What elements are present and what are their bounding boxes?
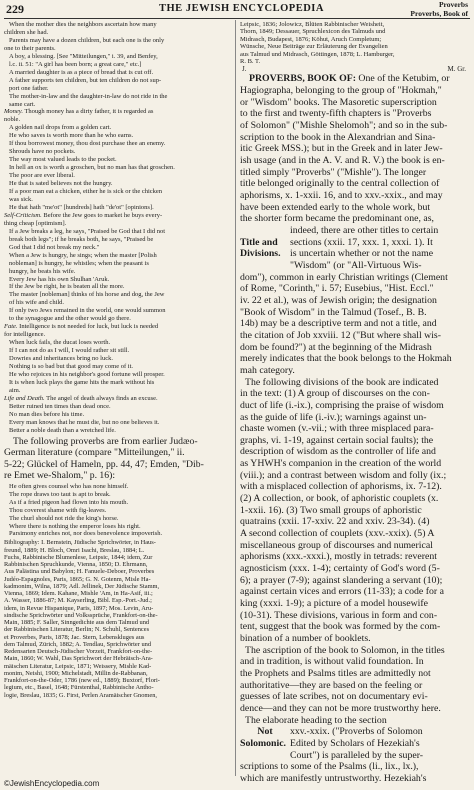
text-line: "Book of Wisdom" in the Talmud (Tosef., B. B. bbox=[240, 306, 427, 318]
section-title bbox=[410, 1, 468, 18]
text-line: Hagiographa, belonging to the group of "Hokmah," bbox=[240, 85, 442, 97]
text-line: dom be found?") at the beginning of the Midrash bbox=[240, 341, 432, 353]
text-line: for intelligence. bbox=[4, 331, 46, 339]
text-line: The mother-in-law and the daughter-in-law do not ride in the bbox=[9, 92, 168, 100]
text-line: as YHWH's companion in the creation of the world bbox=[240, 458, 442, 470]
article-heading bbox=[240, 73, 470, 85]
text-line: dem Talmud, Zürich, 1882; A. Tendlau, Sprichwörter und bbox=[4, 640, 152, 648]
text-line: mäischen Literatur, Leipsic, 1871; Weissery, Mishle Kad- bbox=[4, 662, 152, 670]
text-line: kadmonim, Wilna, 1879; Adl. Jellinek, Der Jüdische Stamm, bbox=[4, 582, 160, 590]
text-line: and in tradition, is without valid foundation. In bbox=[240, 656, 424, 668]
text-line: If thou borrowest money, thou dost purchase thee an enemy. bbox=[9, 140, 166, 148]
text-line: bination of a number of booklets. bbox=[240, 632, 371, 644]
text-line: of his wife and child. bbox=[9, 299, 65, 307]
text-line: as the guide of life (i.-iv.); warnings against un- bbox=[240, 411, 427, 423]
text-line: 1-xxii. 16). (3) Two small groups of aphoristic bbox=[240, 504, 422, 516]
text-line: He that is sated believes not the hungry. bbox=[9, 180, 113, 188]
article-lead: One of the Ketubim, or bbox=[355, 73, 450, 85]
text-line: The poor are ever liberal. bbox=[9, 172, 75, 180]
text-line: Edited by Scholars of Hezekiah's bbox=[290, 737, 420, 749]
text-line: Self-Criticism. Before the Jew goes to market he buys every- bbox=[4, 211, 163, 219]
text-line: 14b) may be a descriptive term and not a title, and bbox=[240, 318, 437, 330]
text-line: German literature (compare "Mitteilungen," ii. bbox=[4, 447, 185, 459]
text-line: authoritative—they are based on the feeling or bbox=[240, 679, 423, 691]
text-line: of Solomon" ("Mishle Shelomoh"; and so in the sub- bbox=[240, 120, 448, 132]
text-line: break both legs"; if he breaks both, he says, "Praised be bbox=[9, 235, 154, 243]
text-line: tent, suggest that the book was formed by the com- bbox=[240, 621, 441, 633]
text-line: was sick. bbox=[9, 195, 33, 203]
text-line: thing cheap [optimism]. bbox=[4, 219, 67, 227]
text-line: Aus Palästina und Babylon; H. Fanuele-Deboer, Proverbes bbox=[4, 568, 155, 576]
text-line: 5-22; Glückel of Hameln, pp. 44, 47; Emden, "Dib- bbox=[4, 458, 204, 470]
text-line: Judéo-Espagnoles, Paris, 1865; G. N. Gotenm, Misle Ha- bbox=[4, 575, 151, 583]
text-line: No man dies before his time. bbox=[9, 410, 85, 418]
text-line: same cart. bbox=[9, 100, 36, 108]
text-line: Midrasch, Budapest, 1876; Köhut, Aruch Completum; bbox=[240, 35, 382, 43]
text-line: Redensarten Deutsch-Jüdischer Vorzeit, Frankfort-on-the- bbox=[4, 648, 153, 656]
text-line: The master [nobleman] thinks of his horse and dog, the Jew bbox=[9, 291, 165, 299]
page-number: 229 bbox=[6, 2, 24, 16]
text-line: He who saves is worth more than he who earns. bbox=[9, 132, 134, 140]
text-line: Parents may have a dozen children, but each one is the only bbox=[9, 36, 165, 44]
text-line: the citation of Job xxviii. 12 ("But where shall wis- bbox=[240, 329, 441, 341]
text-line: dom"), common in early Christian writings (Clement bbox=[240, 271, 448, 283]
text-line: itic Greek MSS.); but in the Greek and in later Jew- bbox=[240, 143, 443, 155]
text-line: Frankfort-on-the-Oder, 1786 (new ed., 1889); Buxtorf, Flori- bbox=[4, 677, 160, 685]
text-line: the Prophets and Psalms titles are admittedly not bbox=[240, 667, 431, 679]
text-line: A golden nail drops from a golden cart. bbox=[9, 124, 112, 132]
text-line: sections (xxii. 17, xxx. 1, xxxi. 1). It bbox=[290, 236, 433, 248]
topic-keyword: Fate. bbox=[4, 323, 18, 331]
text-line: legium, etc., Basel, 1648; Fürstenthal, Rabbinische Antho- bbox=[4, 684, 154, 692]
text-line: If I can not do as I will, I would rather sit still. bbox=[9, 347, 130, 355]
text-line: aphorisms (xxx.-xxxi.), mostly in tetrads: reverent bbox=[240, 551, 437, 563]
topic-keyword: Money. bbox=[4, 108, 23, 116]
text-line: king (xxxi. 1-9); a picture of a model housewife bbox=[240, 598, 428, 610]
text-line: miscellaneous group of discourses and numerical bbox=[240, 539, 433, 551]
side-heading-line: Not bbox=[257, 726, 273, 738]
text-line: The way most valued leads to the pocket. bbox=[9, 156, 117, 164]
text-line: nobleman] is hungry, he whistles; when the peasant is bbox=[9, 259, 149, 267]
text-line: (viii.); and a contrast between wisdom and folly (ix.; bbox=[240, 469, 447, 481]
text-line: When luck fails, the ducat loses worth. bbox=[9, 339, 111, 347]
text-line: If the Jew be right, he is beaten all the more. bbox=[9, 283, 125, 291]
bibliography bbox=[4, 539, 232, 699]
text-line: merely indicates that the book belongs to the Hokmah bbox=[240, 353, 452, 365]
text-line: Vienna, 1869; Idem. Kahane, Mishle 'Am, in Ha-Asif, iii.; bbox=[4, 590, 153, 598]
text-line: graphs, vi. 1-19, against certain social faults); the bbox=[240, 434, 434, 446]
text-line: Parsimony enriches not, nor does benevolence impoverish. bbox=[9, 530, 163, 538]
text-line: Main, 1860; W. Wahl, Das Sprichwort der Hebräisch-Ara- bbox=[4, 655, 153, 663]
text-line: Shrouds have no pockets. bbox=[9, 148, 76, 156]
page-header bbox=[4, 2, 470, 18]
text-line: He that hath "me'ot" [hundreds] hath "de'ot" [opinions]. bbox=[9, 203, 154, 211]
text-line: If a poor man eat a chicken, either he is sick or the chicken bbox=[9, 188, 163, 196]
proverb-list-judeo-german bbox=[4, 483, 232, 539]
text-line: which are manifestly untrustworthy. Hezekiah's bbox=[240, 772, 427, 784]
text-line: Every Jew has his own Shulhan 'Aruk. bbox=[9, 275, 110, 283]
text-line: idem, in Revue Hispanique, Paris, 1897; Mos. Levin, Aru- bbox=[4, 604, 154, 612]
text-line: one to their parents. bbox=[4, 44, 56, 52]
text-line: (2) A collection, or book, of aphoristic couplets (x. bbox=[240, 493, 439, 505]
text-line: Where there is nothing the emperor loses his right. bbox=[9, 522, 141, 530]
text-line: noble. bbox=[4, 116, 21, 124]
author-signoff bbox=[240, 65, 470, 73]
text-line: The following divisions of the book are indicated bbox=[245, 376, 439, 388]
text-line: (10-31). These divisions, various in form and con- bbox=[240, 609, 438, 621]
text-line: duct of life (i.-ix.), comprising the praise of wisdom bbox=[240, 399, 444, 411]
section-title-line: Proverbs bbox=[438, 0, 468, 9]
text-line: It is when luck plays the game hits the mark without his bbox=[9, 378, 155, 386]
side-text bbox=[290, 726, 470, 761]
text-line: Court") is paralleled by the super- bbox=[290, 749, 424, 761]
text-line: title belonged originally to the central collection of bbox=[240, 178, 440, 190]
text-line: port one father. bbox=[9, 84, 49, 92]
text-line: l.c. ii. 51: "A girl has been born; a great care," etc.] bbox=[9, 60, 142, 68]
text-line: A father supports ten children, but ten children do not sup- bbox=[9, 76, 162, 84]
text-line: Nothing is so bad but that good may come of it. bbox=[9, 362, 134, 370]
text-line: or "Wisdom" books. The Masoretic superscription bbox=[240, 96, 437, 108]
text-line: Money. Though money has a dirty father, it is regarded as bbox=[4, 108, 154, 116]
text-line: in the text: (1) A group of discourses on the con- bbox=[240, 388, 430, 400]
text-line: iv. 22 et al.), was of Jewish origin; the designation bbox=[240, 294, 437, 306]
column-divider bbox=[235, 20, 236, 776]
section-title-line: Proverbs, Book of bbox=[410, 8, 468, 18]
text-line: agnosticism (xxx. 1-4); certainty of God's word (5- bbox=[240, 563, 440, 575]
text-line: "Wisdom" (or "All-Virtuous Wis- bbox=[290, 259, 422, 271]
text-line: children she had. bbox=[4, 28, 49, 36]
text-line: of Rome, "Corinth," i. 57; Eusebius, "Hist. Eccl." bbox=[240, 283, 434, 295]
running-title: THE JEWISH ENCYCLOPEDIA bbox=[159, 3, 324, 14]
text-line: Wünsche, Neue Beiträge zur Erläuterung der Evangelien bbox=[240, 43, 388, 51]
text-line: Thorn, 1849; Dessauer, Spruchlexicon des Talmuds und bbox=[240, 28, 386, 36]
text-line: Bibliography: I. Bernstein, Jüdische Sprichwörter, in Haus- bbox=[4, 539, 156, 547]
header-rule bbox=[4, 18, 470, 19]
text-line: Better ruined ten times than dead once. bbox=[9, 402, 111, 410]
text-line: scriptions to some of the Psalms (li., lix., lx.), bbox=[240, 761, 419, 773]
text-line: Fate. Intelligence is not needed for luck, but luck is needed bbox=[4, 323, 159, 331]
text-line: Life and Death. The angel of death always finds an excuse. bbox=[4, 394, 158, 402]
text-line: quatrains (xxii. 17-xxiv. 22 and xxiv. 23-34). (4) bbox=[240, 516, 430, 528]
text-line: titled simply "Proverbs" ("Mishle"). The longer bbox=[240, 166, 427, 178]
article-text-part-2 bbox=[240, 272, 470, 727]
text-line: When the mother dies the neighbors ascertain how many bbox=[9, 21, 157, 28]
text-line: indeed, there are other titles to certain bbox=[290, 225, 439, 237]
text-line: Leipsic, 1836; Jolowicz, Blüten Rabbinischer Weisheit, bbox=[240, 21, 385, 28]
right-column bbox=[240, 21, 470, 784]
text-line: monim, Neishi, 1900; Michelstadt, Millin de-Rabbanan, bbox=[4, 669, 148, 677]
text-line: Better a noble death than a wretched life. bbox=[9, 426, 116, 434]
bibliography-continued bbox=[240, 21, 470, 65]
side-heading-line: Divisions. bbox=[240, 248, 281, 260]
text-line: The churl should not ride the king's horse. bbox=[9, 514, 119, 522]
side-heading-not-solomonic bbox=[240, 726, 290, 761]
text-line: mah category. bbox=[240, 364, 295, 376]
topic-keyword: Self-Criticism. bbox=[4, 211, 42, 219]
side-heading-title-divisions bbox=[240, 225, 290, 272]
copyright-footer: ©JewishEncyclopedia.com bbox=[4, 779, 100, 788]
text-line: He often gives counsel who has none himself. bbox=[9, 482, 129, 490]
side-heading-line: Title and bbox=[240, 236, 278, 248]
proverb-list-yiddish bbox=[4, 21, 232, 435]
text-line: Dowries and inheritances bring no luck. bbox=[9, 355, 113, 363]
text-line: scription to the book in the Alexandrian and Sina- bbox=[240, 131, 436, 143]
article-text-part-3 bbox=[240, 761, 470, 784]
text-line: The rope draws too taut is apt to break. bbox=[9, 490, 111, 498]
text-line: description of wisdom as the controller of life and bbox=[240, 446, 436, 458]
left-column bbox=[4, 21, 232, 776]
text-line: 6); a prayer (7-9); against slandering a servant (10); bbox=[240, 574, 443, 586]
text-line: der Rabbinischen Literatur, Berlin; N. Schuhl, Sentences bbox=[4, 626, 150, 634]
text-line: is uncertain whether or not the name bbox=[290, 248, 434, 260]
text-line: with a misplaced collection of aphorisms, ix. 7-12). bbox=[240, 481, 442, 493]
text-line: Fuchs, Rabbinische Blumenlese, Leipsic, 1844; idem, Zur bbox=[4, 553, 153, 561]
text-line: A. Wasser, 1886-87; M. Kayserling, Bibl. Esp.-Port.-Jud.; bbox=[4, 597, 152, 605]
text-line: aim. bbox=[9, 386, 21, 394]
text-line: against certain vices and errors (11-33); a code for a bbox=[240, 586, 444, 598]
text-line: Main, 1885; F. Saller, Sinngedichte aus dem Talmud und bbox=[4, 619, 150, 627]
text-line: chaste women (v.-vii.; with three misplaced para- bbox=[240, 423, 434, 435]
intro-paragraph bbox=[4, 436, 232, 482]
text-line: Thou coverest shame with fig-leaves. bbox=[9, 506, 107, 514]
text-line: If a Jew breaks a leg, he says, "Praised be God that I did not bbox=[9, 227, 166, 235]
text-line: aus Talmud und Midrasch, Göttingen, 1878; L. Hamburger, bbox=[240, 50, 395, 58]
text-line: As if a fried pigeon had flown into his mouth. bbox=[9, 498, 129, 506]
text-line: The following proverbs are from earlier Judæo- bbox=[13, 435, 198, 447]
topic-keyword: Life and Death. bbox=[4, 394, 45, 402]
text-line: In hell an ox is worth a groschen, but no man has that groschen. bbox=[9, 164, 175, 172]
text-line: A married daughter is as a piece of bread that is cut off. bbox=[9, 68, 154, 76]
article-title: PROVERBS, BOOK OF: bbox=[249, 73, 356, 85]
text-line: freund, 1889; H. Bloch, Omri Isachi, Breslau, 1884; L. bbox=[4, 546, 145, 554]
text-line: hungry, he beats his wife. bbox=[9, 267, 76, 275]
side-text bbox=[290, 225, 470, 272]
text-line: Rabbinischen Spruchkunde, Vienna, 1850; D. Ehrmann, bbox=[4, 561, 148, 569]
text-line: logie, Breslau, 1835; G. First, Perlen Aramäischer Gnomen, bbox=[4, 691, 157, 699]
text-line: God that I did not break my neck." bbox=[9, 243, 100, 251]
text-line: Every man knows that he must die, but no one believes it. bbox=[9, 418, 160, 426]
text-line: have been extended early to the whole work, but bbox=[240, 201, 431, 213]
text-line: The elaborate heading to the section bbox=[245, 714, 387, 726]
text-line: to the synagogue and the other would go there. bbox=[9, 315, 131, 323]
signoff-author: M. Gr. bbox=[447, 65, 466, 74]
title-divisions-block bbox=[240, 225, 470, 272]
text-line: The ascription of the book to Solomon, in the titles bbox=[245, 644, 445, 656]
side-heading-line: Solomonic. bbox=[240, 737, 286, 749]
text-line: A second collection of couplets (xxv.-xxix). (5) A bbox=[240, 528, 435, 540]
text-line: the shorter form became the predominant one, as, bbox=[240, 213, 434, 225]
signoff-initial: J. bbox=[242, 65, 247, 74]
text-line: et Proverbes, Paris, 1878; Jac. Stern, Lebenskluges aus bbox=[4, 633, 145, 641]
text-line: A boy, a blessing. [See "Mitteilungen," i. 39, and Benfey, bbox=[9, 52, 158, 60]
text-line: ish usage (and in the A. V. and R. V.) the book is en- bbox=[240, 155, 445, 167]
text-line: xxv.-xxix. ("Proverbs of Solomon bbox=[290, 726, 423, 738]
text-line: sindische Sprichwörter und Volkssprüche, Frankfort-on-the- bbox=[4, 611, 158, 619]
not-solomonic-block bbox=[240, 726, 470, 761]
text-line: guesses of late scribes, not on documentary evi- bbox=[240, 691, 428, 703]
text-line: dence—and they can not be more trustworthy here. bbox=[240, 702, 441, 714]
text-line: re Emet we-Shalom," p. 16): bbox=[4, 470, 116, 482]
text-line: aphorisms, x. 1-xxii. 16, and to xxv.-xxix., and may bbox=[240, 190, 443, 202]
text-line: to the first and twenty-fifth chapters is "Proverbs bbox=[240, 108, 432, 120]
text-line: When a Jew is hungry, he sings; when the master [Polish bbox=[9, 251, 157, 259]
text-line: He who rejoices in his neighbor's good fortune will prosper. bbox=[9, 370, 165, 378]
text-line: R. B. T. bbox=[240, 58, 261, 66]
article-text-part-1 bbox=[240, 85, 470, 225]
text-line: If only two Jews remained in the world, one would summon bbox=[9, 307, 166, 315]
